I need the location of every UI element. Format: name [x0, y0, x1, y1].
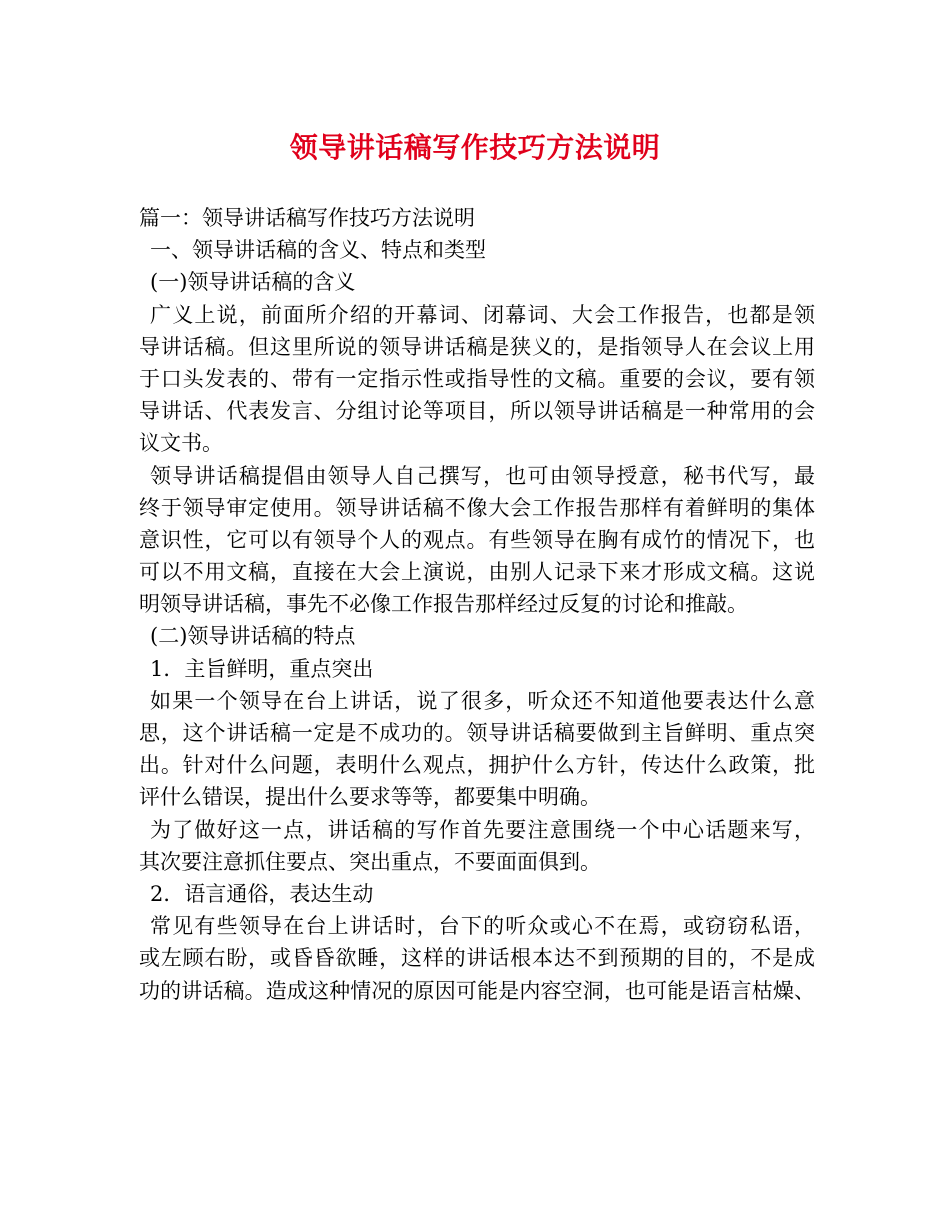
paragraph-line: 其次要注意抓住要点、突出重点，不要面面俱到。 [139, 849, 601, 874]
paragraph-line: 评什么错误，提出什么要求等等，都要集中明确。 [139, 785, 601, 810]
paragraph-line: 广义上说，前面所介绍的开幕词、闭幕词、大会工作报告，也都是领 [150, 302, 815, 327]
paragraph-line: 功的讲话稿。造成这种情况的原因可能是内容空洞，也可能是语言枯燥、 [139, 978, 815, 1003]
paragraph-line: 意识性，它可以有领导个人的观点。有些领导在胸有成竹的情况下，也 [139, 527, 815, 552]
paragraph-line: 导讲话稿。但这里所说的领导讲话稿是狭义的，是指领导人在会议上用 [139, 334, 815, 359]
subsection-heading: (二)领导讲话稿的特点 [150, 624, 356, 649]
paragraph-line: 为了做好这一点，讲话稿的写作首先要注意围绕一个中心话题来写， [150, 817, 815, 842]
paragraph-line: 终于领导审定使用。领导讲话稿不像大会工作报告那样有着鲜明的集体 [139, 495, 815, 520]
paragraph-line: 如果一个领导在台上讲话，说了很多，听众还不知道他要表达什么意 [150, 688, 815, 713]
paragraph-line: 议文书。 [139, 431, 223, 456]
paragraph-line: 出。针对什么问题，表明什么观点，拥护什么方针，传达什么政策，批 [139, 753, 815, 778]
paragraph-line: 或左顾右盼，或昏昏欲睡，这样的讲话根本达不到预期的目的，不是成 [139, 946, 815, 971]
paragraph-line: 导讲话、代表发言、分组讨论等项目，所以领导讲话稿是一种常用的会 [139, 399, 815, 424]
subsection-heading: (一)领导讲话稿的含义 [150, 270, 356, 295]
paragraph-line: 于口头发表的、带有一定指示性或指导性的文稿。重要的会议，要有领 [139, 366, 815, 391]
numbered-heading: 1．主旨鲜明，重点突出 [150, 656, 374, 681]
paragraph-line: 明领导讲话稿，事先不必像工作报告那样经过反复的讨论和推敲。 [139, 592, 748, 617]
section-heading: 篇一：领导讲话稿写作技巧方法说明 [139, 206, 475, 230]
paragraph-line: 思，这个讲话稿一定是不成功的。领导讲话稿要做到主旨鲜明、重点突 [139, 721, 815, 745]
numbered-heading: 2．语言通俗，表达生动 [150, 881, 374, 906]
document-title: 领导讲话稿写作技巧方法说明 [289, 131, 661, 164]
subsection-heading: 一、领导讲话稿的含义、特点和类型 [150, 238, 486, 263]
document-body [139, 202, 815, 1007]
paragraph-line: 可以不用文稿，直接在大会上演说，由别人记录下来才形成文稿。这说 [139, 560, 815, 585]
paragraph-line: 领导讲话稿提倡由领导人自己撰写，也可由领导授意，秘书代写，最 [150, 463, 815, 488]
paragraph-line: 常见有些领导在台上讲话时，台下的听众或心不在焉，或窃窃私语， [150, 914, 815, 939]
